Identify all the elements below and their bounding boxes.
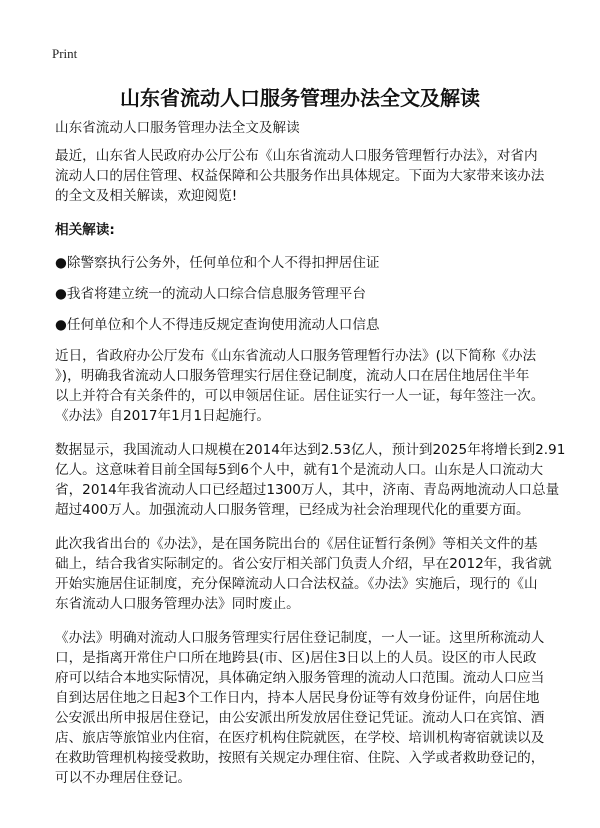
text-line: 东省流动人口服务管理办法》同时废止。 bbox=[55, 596, 300, 612]
text-line: 》)，明确我省流动人口服务管理实行居住登记制度，流动人口在居住地居住半年 bbox=[55, 368, 530, 384]
bullet-item: ●我省将建立统一的流动人口综合信息服务管理平台 bbox=[55, 286, 366, 302]
text-line: 口，是指离开常住户口所在地跨县(市、区)居住3日以上的人员。设区的市人民政 bbox=[55, 650, 537, 666]
text-line: 府可以结合本地实际情况，具体确定纳入服务管理的流动人口范围。流动人口应当 bbox=[55, 670, 545, 686]
text-line: 超过400万人。加强流动人口服务管理，已经成为社会治理现代化的重要方面。 bbox=[55, 502, 530, 518]
text-line: 自到达居住地之日起3个工作日内，持本人居民身份证等有效身份证件，向居住地 bbox=[55, 690, 540, 706]
text-line: 亿人。这意味着目前全国每5到6个人中，就有1个是流动人口。山东是人口流动大 bbox=[55, 462, 544, 478]
text-line: 最近，山东省人民政府办公厅公布《山东省流动人口服务管理暂行办法》，对省内 bbox=[55, 148, 538, 164]
text-line: 流动人口的居住管理、权益保障和公共服务作出具体规定。下面为大家带来该办法 bbox=[55, 168, 545, 184]
text-line: 数据显示，我国流动人口规模在2014年达到2.53亿人，预计到2025年将增长到2.91 bbox=[55, 442, 566, 458]
text-line: 省，2014年我省流动人口已经超过1300万人，其中，济南、青岛两地流动人口总量 bbox=[55, 482, 560, 498]
intro-paragraph bbox=[55, 146, 555, 206]
text-line: 公安派出所申报居住登记，由公安派出所发放居住登记凭证。流动人口在宾馆、酒 bbox=[55, 710, 545, 726]
body-paragraph bbox=[55, 628, 555, 788]
bullet-item: ●任何单位和个人不得违反规定查询使用流动人口信息 bbox=[55, 317, 380, 333]
text-line: 《办法》明确对流动人口服务管理实行居住登记制度，一人一证。这里所称流动人 bbox=[55, 630, 545, 646]
text-line: 店、旅店等旅馆业内住宿，在医疗机构住院就医，在学校、培训机构寄宿就读以及 bbox=[55, 730, 545, 746]
text-line: 础上，结合我省实际制定的。省公安厅相关部门负责人介绍，早在2012年，我省就 bbox=[55, 556, 552, 572]
bullet-item: ●除警察执行公务外，任何单位和个人不得扣押居住证 bbox=[55, 255, 380, 271]
article-subtitle: 山东省流动人口服务管理办法全文及解读 bbox=[55, 120, 300, 136]
related-heading: 相关解读: bbox=[55, 222, 115, 238]
page-title: 山东省流动人口服务管理办法全文及解读 bbox=[120, 86, 480, 110]
print-link[interactable]: Print bbox=[52, 46, 78, 61]
text-line: 《办法》自2017年1月1日起施行。 bbox=[55, 408, 271, 424]
text-line: 可以不办理居住登记。 bbox=[55, 770, 191, 786]
article-body bbox=[55, 118, 566, 802]
text-line: 在救助管理机构接受救助，按照有关规定办理住宿、住院、入学或者救助登记的， bbox=[55, 750, 545, 766]
text-line: 此次我省出台的《办法》，是在国务院出台的《居住证暂行条例》等相关文件的基 bbox=[55, 536, 538, 552]
body-paragraph bbox=[55, 440, 566, 520]
body-paragraph bbox=[55, 346, 555, 426]
text-line: 以上并符合有关条件的，可以申领居住证。居住证实行一人一证，每年签注一次。 bbox=[55, 388, 545, 404]
body-paragraph bbox=[55, 534, 555, 614]
text-line: 的全文及相关解读，欢迎阅览! bbox=[55, 188, 238, 204]
text-line: 近日，省政府办公厅发布《山东省流动人口服务管理暂行办法》(以下简称《办法 bbox=[55, 348, 537, 364]
text-line: 开始实施居住证制度，充分保障流动人口合法权益。《办法》实施后，现行的《山 bbox=[55, 576, 538, 592]
